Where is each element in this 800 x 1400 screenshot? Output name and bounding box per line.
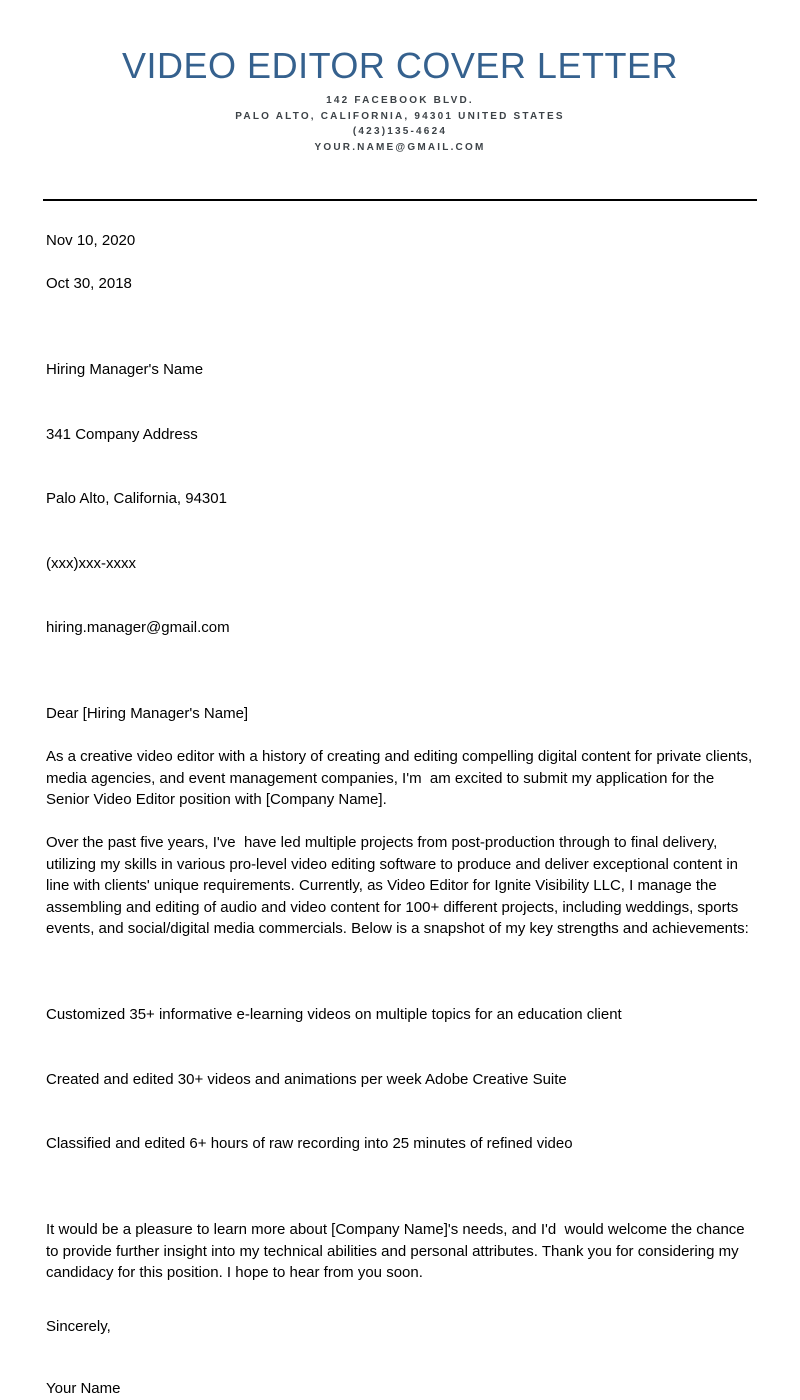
recipient-email: hiring.manager@gmail.com — [46, 619, 230, 636]
achievement-item: Customized 35+ informative e-learning videos on multiple topics for an education client — [46, 1006, 622, 1023]
date-secondary: Oct 30, 2018 — [46, 275, 132, 292]
paragraph-closing: It would be a pleasure to learn more about [Company Name]'s needs, and I'd would welcome the chance to provide further insight into my technical abilities and personal attributes. Thank you for considering my candidacy for this position. I hope to hear from you soon. — [46, 1221, 749, 1281]
paragraph-intro: As a creative video editor with a history of creating and editing compelling digital content for private clients, media agencies, and event management companies, I'm am excited to submit my application for the Senior Video Editor position with [Company Name]. — [46, 748, 757, 808]
sender-address-line1: 142 FACEBOOK BLVD. — [326, 95, 474, 106]
page-title: VIDEO EDITOR COVER LETTER — [122, 45, 678, 86]
achievement-item: Classified and edited 6+ hours of raw recording into 25 minutes of refined video — [46, 1135, 573, 1152]
letterhead — [0, 0, 800, 155]
salutation: Dear [Hiring Manager's Name] — [46, 705, 249, 722]
recipient-city: Palo Alto, California, 94301 — [46, 490, 227, 507]
recipient-phone: (xxx)xxx-xxxx — [46, 554, 136, 572]
sender-email: YOUR.NAME@GMAIL.COM — [314, 141, 486, 153]
valediction: Sincerely, — [46, 1317, 111, 1335]
sender-phone: (423)135-4624 — [352, 126, 448, 137]
recipient-block — [46, 316, 755, 682]
recipient-street: 341 Company Address — [46, 425, 198, 443]
sender-contact-block — [0, 93, 800, 155]
recipient-name: Hiring Manager's Name — [46, 361, 204, 378]
signature-name: Your Name — [46, 1380, 121, 1397]
achievement-item: Created and edited 30+ videos and animations per week Adobe Creative Suite — [46, 1070, 567, 1088]
letter-body — [46, 230, 755, 1400]
date-primary: Nov 10, 2020 — [46, 232, 136, 249]
sender-address-line2: PALO ALTO, CALIFORNIA, 94301 UNITED STATES — [235, 110, 565, 122]
achievements-list — [46, 961, 755, 1198]
header-divider — [43, 199, 757, 201]
paragraph-experience: Over the past five years, I've have led multiple projects from post-production through to final delivery, utilizing my skills in various pro-level video editing software to produce and deliver exceptional content in line with clients' unique requirements. Currently, as Video Editor for Ignite Visibility LLC, I manage the assembling and editing of audio and video content for 100+ different projects, including weddings, sports events, and social/digital media commercials. Below is a snapshot of my key strengths and achievements: — [46, 834, 749, 937]
